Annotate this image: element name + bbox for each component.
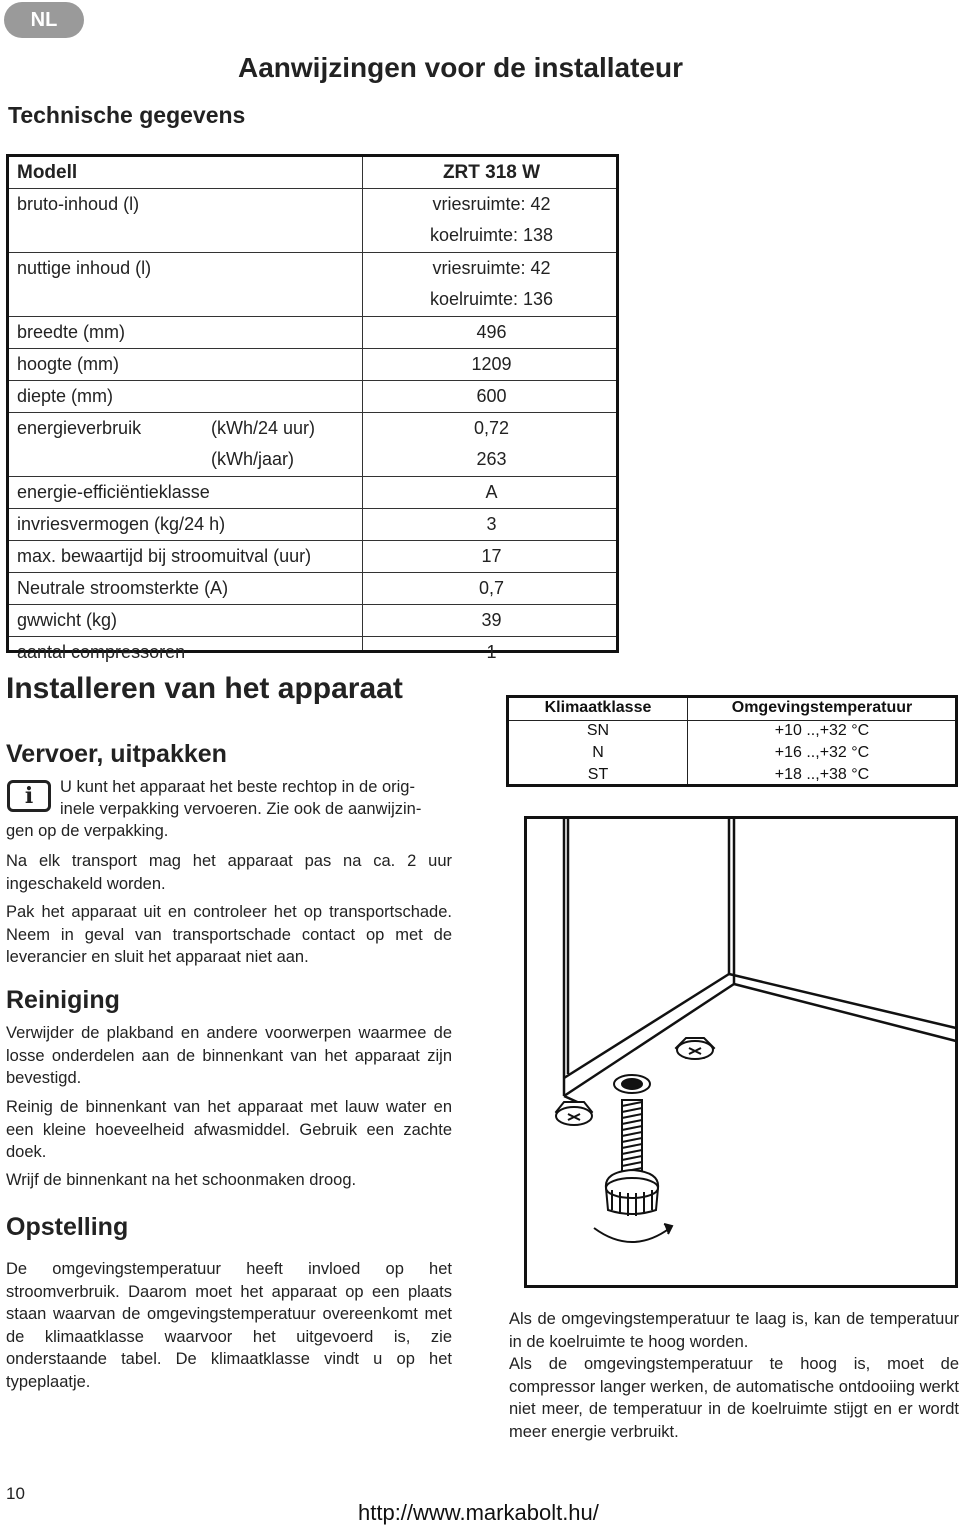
vervoer-title: Vervoer, uitpakken xyxy=(6,740,227,768)
vervoer-p1-line1: U kunt het apparaat het beste rechtop in de orig- xyxy=(60,778,415,796)
install-title: Installeren van het apparaat xyxy=(6,672,403,705)
bruto-label: bruto-inhoud (l) xyxy=(17,194,140,214)
hex-bolt-icon xyxy=(676,1038,714,1059)
model-label: Modell xyxy=(17,162,78,183)
caption-p1: Als de omgevingstemperatuur te laag is, kan de temperatuur in de koelruimte te hoog worden. xyxy=(509,1310,959,1351)
table-row xyxy=(9,157,616,189)
gewicht-label: gwwicht (kg) xyxy=(17,610,118,630)
model-value: ZRT 318 W xyxy=(442,162,541,183)
climate-row-klasse: SN xyxy=(586,722,610,739)
bruto-fridge-value: koelruimte: 138 xyxy=(429,225,554,245)
climate-table xyxy=(506,695,958,787)
bewaar-value: 17 xyxy=(481,546,502,566)
reiniging-p2: Reinig de binnenkant van het apparaat met lauw water en een kleine hoeveelheid afwasmiddel. Gebruik een zachte doek. xyxy=(6,1098,452,1161)
info-icon: i xyxy=(7,780,51,812)
diepte-label: diepte (mm) xyxy=(17,386,114,406)
climate-row-klasse: ST xyxy=(587,766,609,783)
table-row xyxy=(9,413,616,477)
adjustable-foot-illustration xyxy=(524,816,958,1288)
nuttig-fridge-value: koelruimte: 136 xyxy=(429,289,554,309)
nuttig-label: nuttige inhoud (l) xyxy=(17,258,152,278)
hoogte-label: hoogte (mm) xyxy=(17,354,120,374)
climate-row-klasse: N xyxy=(592,744,604,761)
tech-data-title: Technische gegevens xyxy=(8,102,246,128)
compressor-value: 1 xyxy=(486,642,497,662)
vervoer-p2: Na elk transport mag het apparaat pas na ca. 2 uur ingeschakeld worden. xyxy=(6,852,452,893)
table-row xyxy=(9,541,616,573)
table-row xyxy=(9,253,616,317)
gewicht-value: 39 xyxy=(481,610,502,630)
table-row xyxy=(9,509,616,541)
invries-label: invriesvermogen (kg/24 h) xyxy=(17,514,226,534)
vervoer-p1-line2: inele verpakking vervoeren. Zie ook de aanwijzin- xyxy=(60,800,422,818)
climate-table-header xyxy=(509,698,955,721)
bruto-freezer-value: vriesruimte: 42 xyxy=(432,194,551,214)
vervoer-p1-line3: gen op de verpakking. xyxy=(6,822,169,840)
table-row xyxy=(9,573,616,605)
table-row xyxy=(9,477,616,509)
breedte-label: breedte (mm) xyxy=(17,322,126,342)
energie-value-year: 263 xyxy=(476,449,507,469)
page-number: 10 xyxy=(6,1484,25,1503)
table-row xyxy=(9,637,616,668)
vervoer-p3: Pak het apparaat uit en controleer het op transportschade. Neem in geval van transportschade contact op met de leverancier en sluit het apparaat niet aan. xyxy=(6,903,452,966)
invries-value: 3 xyxy=(486,514,497,534)
climate-row-temp: +10 ..,+32 °C xyxy=(774,722,870,739)
climate-row-temp: +16 ..,+32 °C xyxy=(774,744,870,761)
klasse-label: energie-efficiëntieklasse xyxy=(17,482,210,502)
energie-unit-day: (kWh/24 uur) xyxy=(211,418,316,438)
page-title: Aanwijzingen voor de installateur xyxy=(238,52,683,83)
energie-label: energieverbruik xyxy=(17,418,142,438)
climate-col-temp: Omgevingstemperatuur xyxy=(731,699,913,716)
stroom-label: Neutrale stroomsterkte (A) xyxy=(17,578,229,598)
bewaar-label: max. bewaartijd bij stroomuitval (uur) xyxy=(17,546,312,566)
nuttig-freezer-value: vriesruimte: 42 xyxy=(432,258,551,278)
reiniging-title: Reiniging xyxy=(6,986,120,1014)
table-row xyxy=(9,381,616,413)
breedte-value: 496 xyxy=(476,322,507,342)
table-row xyxy=(9,349,616,381)
klasse-value: A xyxy=(485,482,498,502)
table-row xyxy=(9,605,616,637)
opstelling-title: Opstelling xyxy=(6,1213,129,1241)
compressor-label: aantal compressoren xyxy=(17,642,186,662)
table-row xyxy=(9,189,616,253)
hoogte-value: 1209 xyxy=(471,354,512,374)
energie-value-day: 0,72 xyxy=(473,418,510,438)
language-badge: NL xyxy=(4,2,84,38)
energie-unit-year: (kWh/jaar) xyxy=(211,449,295,469)
diepte-value: 600 xyxy=(476,386,507,406)
climate-col-klasse: Klimaatklasse xyxy=(544,699,652,716)
specs-table xyxy=(6,154,619,662)
footer-link[interactable]: http://www.markabolt.hu/ xyxy=(358,1500,599,1525)
caption-p2: Als de omgevingstemperatuur te hoog is, moet de compressor langer werken, de automatische ontdooiing werkt niet meer, de temperatuur in de koelruimte stijgt en er wordt meer energie verbruikt. xyxy=(509,1355,959,1441)
reiniging-p1: Verwijder de plakband en andere voorwerpen waarmee de losse onderdelen aan de binnenkant van het apparaat zijn bevestigd. xyxy=(6,1024,452,1087)
climate-row-temp: +18 ..,+38 °C xyxy=(774,766,870,783)
reiniging-p3: Wrijf de binnenkant na het schoonmaken droog. xyxy=(6,1171,357,1189)
stroom-value: 0,7 xyxy=(478,578,505,598)
table-row xyxy=(9,317,616,349)
opstelling-p1: De omgevingstemperatuur heeft invloed op het stroomverbruik. Daarom moet het apparaat op een plaats staan waarvan de omgevingstemperatuur overeenkomt met de klimaatklasse waarvoor het uitgevoerd is, zie onderstaande tabel. De klimaatklasse vindt u op het typeplaatje. xyxy=(6,1260,452,1391)
